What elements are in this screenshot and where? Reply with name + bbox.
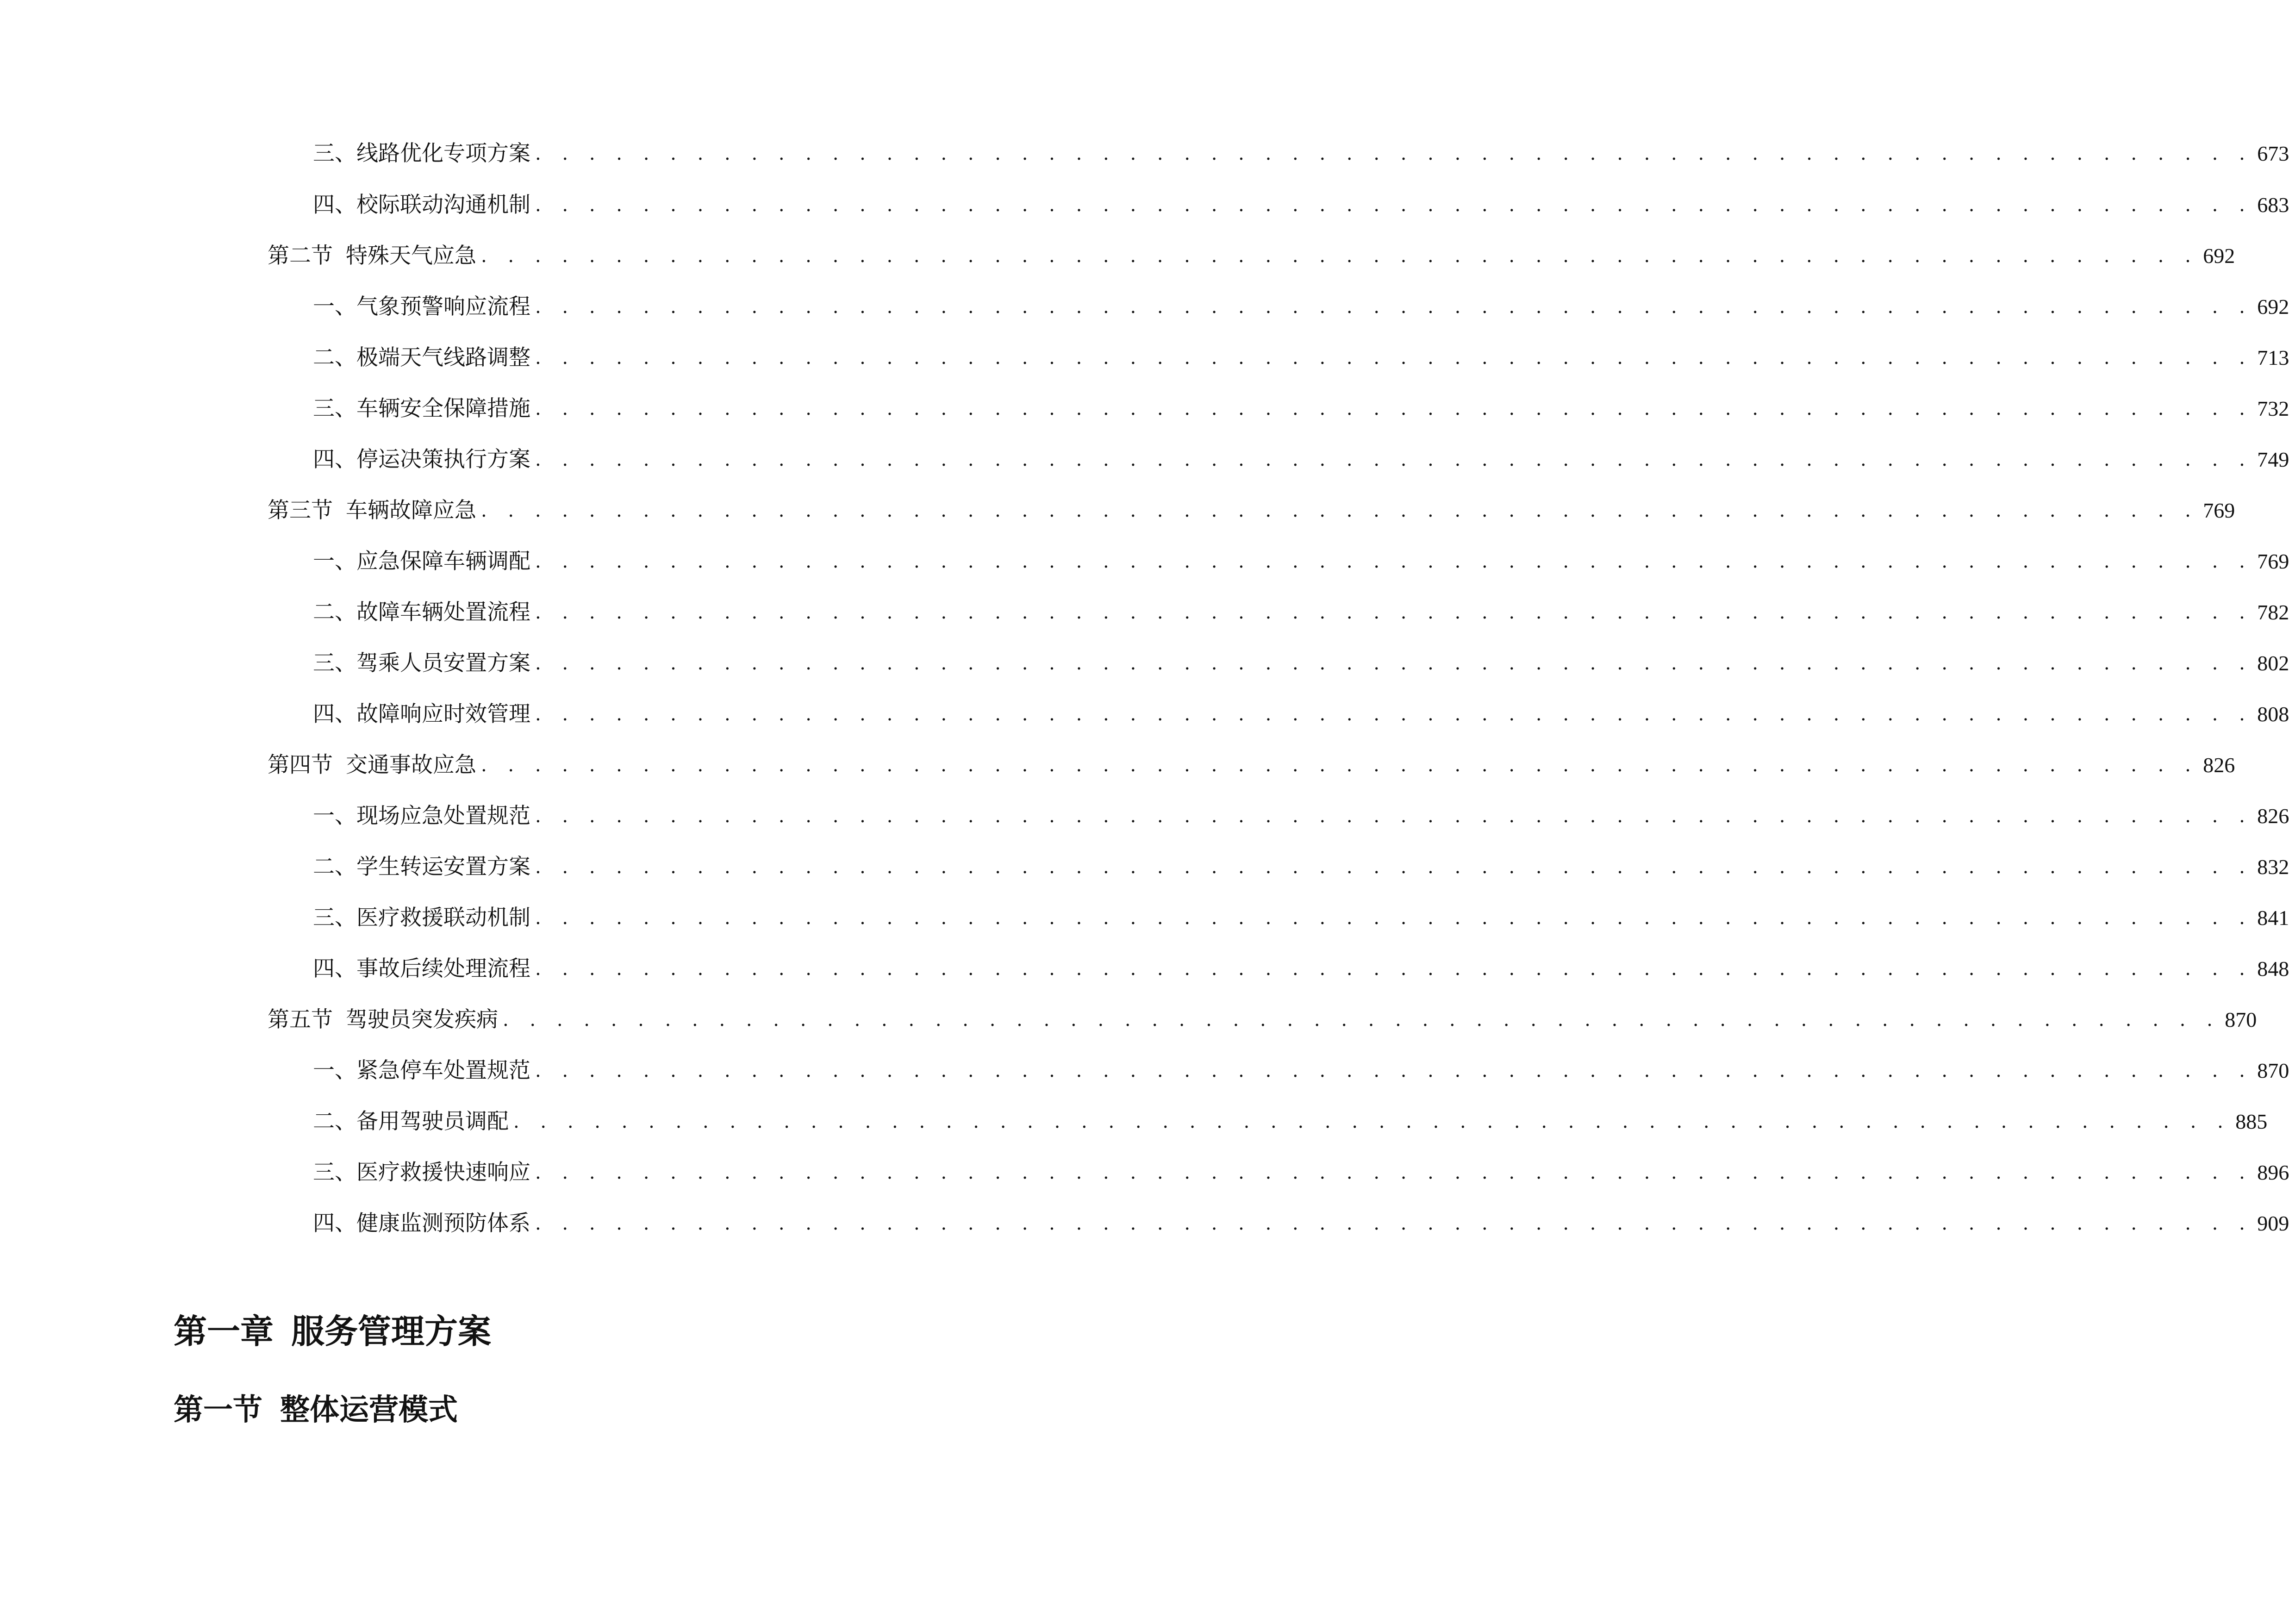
toc-title: 故障车辆处置流程 bbox=[356, 600, 530, 625]
toc-leader-dots: . . . . . . . . . . . . . . . . . . . . . . . . . . . . . . . . . . . . . . . . . . . . . . . . . . . . . . . . . . . . . . . . bbox=[535, 551, 2253, 572]
toc-page-number: 826 bbox=[2257, 804, 2289, 828]
toc-title: 特殊天气应急 bbox=[346, 243, 476, 269]
toc-title: 车辆安全保障措施 bbox=[356, 396, 530, 421]
toc-number: 三、 bbox=[313, 396, 356, 421]
toc-page-number: 769 bbox=[2257, 550, 2289, 573]
toc-leader-dots: . . . . . . . . . . . . . . . . . . . . . . . . . . . . . . . . . . . . . . . . . . . . . . . . . . . . . . . . . . . . . . . . bbox=[535, 194, 2253, 216]
chapter-heading bbox=[174, 1305, 491, 1353]
toc-leader-dots: . . . . . . . . . . . . . . . . . . . . . . . . . . . . . . . . . . . . . . . . . . . . . . . . . . . . . . . . . . . . . . . . bbox=[513, 1111, 2231, 1132]
toc-number: 三、 bbox=[313, 905, 356, 931]
toc-leader-dots: . . . . . . . . . . . . . . . . . . . . . . . . . . . . . . . . . . . . . . . . . . . . . . . . . . . . . . . . . . . . . . . . bbox=[535, 704, 2253, 725]
toc-page-number: 749 bbox=[2257, 448, 2289, 471]
toc-leader-dots: . . . . . . . . . . . . . . . . . . . . . . . . . . . . . . . . . . . . . . . . . . . . . . . . . . . . . . . . . . . . . . . . bbox=[481, 755, 2199, 776]
toc-leader-dots: . . . . . . . . . . . . . . . . . . . . . . . . . . . . . . . . . . . . . . . . . . . . . . . . . . . . . . . . . . . . . . . . bbox=[535, 1213, 2253, 1234]
toc-number: 三、 bbox=[313, 650, 356, 676]
toc-page-number: 870 bbox=[2257, 1059, 2289, 1082]
toc-leader-dots: . . . . . . . . . . . . . . . . . . . . . . . . . . . . . . . . . . . . . . . . . . . . . . . . . . . . . . . . . . . . . . . . bbox=[535, 296, 2253, 318]
toc-section-entry[interactable] bbox=[268, 492, 2235, 529]
toc-leader-dots: . . . . . . . . . . . . . . . . . . . . . . . . . . . . . . . . . . . . . . . . . . . . . . . . . . . . . . . . . . . . . . . . bbox=[481, 500, 2199, 521]
toc-entry[interactable] bbox=[313, 849, 2289, 886]
toc-leader-dots: . . . . . . . . . . . . . . . . . . . . . . . . . . . . . . . . . . . . . . . . . . . . . . . . . . . . . . . . . . . . . . . . bbox=[535, 907, 2253, 929]
toc-leader-dots: . . . . . . . . . . . . . . . . . . . . . . . . . . . . . . . . . . . . . . . . . . . . . . . . . . . . . . . . . . . . . . . . bbox=[535, 449, 2253, 470]
toc-number: 三、 bbox=[313, 141, 356, 166]
toc-title: 紧急停车处置规范 bbox=[356, 1058, 530, 1083]
toc-title: 交通事故应急 bbox=[346, 752, 476, 778]
toc-title: 医疗救援联动机制 bbox=[356, 905, 530, 931]
section-heading bbox=[174, 1386, 458, 1429]
toc-entry[interactable] bbox=[313, 288, 2289, 325]
toc-page-number: 841 bbox=[2257, 906, 2289, 930]
toc-section-entry[interactable] bbox=[268, 747, 2235, 784]
toc-entry[interactable] bbox=[313, 441, 2289, 478]
toc-title: 极端天气线路调整 bbox=[356, 345, 530, 370]
toc-entry[interactable] bbox=[313, 543, 2289, 580]
toc-section-label: 第四节 bbox=[268, 752, 333, 778]
toc-title: 备用驾驶员调配 bbox=[356, 1109, 509, 1134]
toc-page-number: 732 bbox=[2257, 397, 2289, 420]
toc-number: 二、 bbox=[313, 345, 356, 370]
toc-entry[interactable] bbox=[313, 1052, 2289, 1089]
toc-entry[interactable] bbox=[313, 135, 2289, 172]
toc-section-label: 第五节 bbox=[268, 1007, 333, 1032]
toc-title: 现场应急处置规范 bbox=[356, 803, 530, 829]
toc-number: 二、 bbox=[313, 1109, 356, 1134]
toc-number: 四、 bbox=[313, 701, 356, 727]
toc-leader-dots: . . . . . . . . . . . . . . . . . . . . . . . . . . . . . . . . . . . . . . . . . . . . . . . . . . . . . . . . . . . . . . . . bbox=[535, 347, 2253, 369]
toc-number: 一、 bbox=[313, 549, 356, 574]
toc-page-number: 802 bbox=[2257, 651, 2289, 675]
toc-page-number: 808 bbox=[2257, 702, 2289, 726]
toc-page-number: 870 bbox=[2225, 1008, 2257, 1031]
toc-number: 四、 bbox=[313, 1211, 356, 1236]
toc-title: 驾乘人员安置方案 bbox=[356, 650, 530, 676]
toc-leader-dots: . . . . . . . . . . . . . . . . . . . . . . . . . . . . . . . . . . . . . . . . . . . . . . . . . . . . . . . . . . . . . . . . bbox=[481, 245, 2199, 267]
toc-leader-dots: . . . . . . . . . . . . . . . . . . . . . . . . . . . . . . . . . . . . . . . . . . . . . . . . . . . . . . . . . . . . . . . . bbox=[535, 1060, 2253, 1081]
toc-entry[interactable] bbox=[313, 1154, 2289, 1191]
toc-entry[interactable] bbox=[313, 899, 2289, 937]
toc-page-number: 782 bbox=[2257, 600, 2289, 624]
toc-page-number: 692 bbox=[2257, 295, 2289, 319]
toc-title: 气象预警响应流程 bbox=[356, 294, 530, 319]
toc-title: 线路优化专项方案 bbox=[356, 141, 530, 166]
toc-entry[interactable] bbox=[313, 1205, 2289, 1242]
toc-number: 二、 bbox=[313, 854, 356, 880]
toc-title: 医疗救援快速响应 bbox=[356, 1160, 530, 1185]
toc-title: 健康监测预防体系 bbox=[356, 1211, 530, 1236]
toc-page-number: 848 bbox=[2257, 957, 2289, 981]
toc-page-number: 692 bbox=[2203, 244, 2235, 268]
toc-title: 事故后续处理流程 bbox=[356, 956, 530, 981]
section-title: 整体运营模式 bbox=[280, 1393, 458, 1427]
toc-page-number: 683 bbox=[2257, 193, 2289, 217]
toc-section-entry[interactable] bbox=[268, 1001, 2257, 1038]
toc-number: 一、 bbox=[313, 1058, 356, 1083]
toc-entry[interactable] bbox=[313, 950, 2289, 987]
toc-entry[interactable] bbox=[313, 798, 2289, 835]
toc-page-number: 769 bbox=[2203, 499, 2235, 522]
toc-section-label: 第三节 bbox=[268, 498, 333, 523]
toc-page-number: 896 bbox=[2257, 1161, 2289, 1184]
toc-number: 四、 bbox=[313, 956, 356, 981]
toc-page-number: 909 bbox=[2257, 1212, 2289, 1235]
toc-page-number: 832 bbox=[2257, 855, 2289, 879]
toc-leader-dots: . . . . . . . . . . . . . . . . . . . . . . . . . . . . . . . . . . . . . . . . . . . . . . . . . . . . . . . . . . . . . . . . bbox=[535, 958, 2253, 980]
toc-entry[interactable] bbox=[313, 187, 2289, 224]
toc-leader-dots: . . . . . . . . . . . . . . . . . . . . . . . . . . . . . . . . . . . . . . . . . . . . . . . . . . . . . . . . . . . . . . . . bbox=[535, 856, 2253, 878]
toc-page-number: 713 bbox=[2257, 346, 2289, 369]
toc-number: 四、 bbox=[313, 447, 356, 472]
toc-section-entry[interactable] bbox=[268, 237, 2235, 275]
toc-title: 学生转运安置方案 bbox=[356, 854, 530, 880]
toc-entry[interactable] bbox=[313, 594, 2289, 631]
toc-entry[interactable] bbox=[313, 696, 2289, 733]
toc-title: 故障响应时效管理 bbox=[356, 701, 530, 727]
toc-number: 四、 bbox=[313, 192, 356, 218]
chapter-label: 第一章 bbox=[174, 1312, 274, 1351]
toc-page-number: 885 bbox=[2235, 1110, 2268, 1133]
toc-leader-dots: . . . . . . . . . . . . . . . . . . . . . . . . . . . . . . . . . . . . . . . . . . . . . . . . . . . . . . . . . . . . . . . . bbox=[535, 143, 2253, 164]
toc-number: 一、 bbox=[313, 803, 356, 829]
toc-number: 一、 bbox=[313, 294, 356, 319]
toc-title: 车辆故障应急 bbox=[346, 498, 476, 523]
toc-title: 校际联动沟通机制 bbox=[356, 192, 530, 218]
toc-title: 停运决策执行方案 bbox=[356, 447, 530, 472]
section-label: 第一节 bbox=[174, 1393, 262, 1427]
toc-entry[interactable] bbox=[313, 390, 2289, 427]
toc-leader-dots: . . . . . . . . . . . . . . . . . . . . . . . . . . . . . . . . . . . . . . . . . . . . . . . . . . . . . . . . . . . . . . . . bbox=[535, 653, 2253, 674]
toc-entry[interactable] bbox=[313, 1103, 2268, 1140]
toc-entry[interactable] bbox=[313, 645, 2289, 682]
toc-number: 三、 bbox=[313, 1160, 356, 1185]
toc-page-number: 673 bbox=[2257, 142, 2289, 165]
chapter-title: 服务管理方案 bbox=[291, 1312, 492, 1351]
toc-leader-dots: . . . . . . . . . . . . . . . . . . . . . . . . . . . . . . . . . . . . . . . . . . . . . . . . . . . . . . . . . . . . . . . . bbox=[535, 1162, 2253, 1183]
toc-title: 驾驶员突发疾病 bbox=[346, 1007, 498, 1032]
toc-page-number: 826 bbox=[2203, 753, 2235, 777]
toc-entry[interactable] bbox=[313, 339, 2289, 376]
toc-leader-dots: . . . . . . . . . . . . . . . . . . . . . . . . . . . . . . . . . . . . . . . . . . . . . . . . . . . . . . . . . . . . . . . . bbox=[535, 602, 2253, 623]
toc-title: 应急保障车辆调配 bbox=[356, 549, 530, 574]
toc-leader-dots: . . . . . . . . . . . . . . . . . . . . . . . . . . . . . . . . . . . . . . . . . . . . . . . . . . . . . . . . . . . . . . . . bbox=[535, 398, 2253, 419]
toc-leader-dots: . . . . . . . . . . . . . . . . . . . . . . . . . . . . . . . . . . . . . . . . . . . . . . . . . . . . . . . . . . . . . . . . bbox=[535, 806, 2253, 827]
toc-number: 二、 bbox=[313, 600, 356, 625]
toc-leader-dots: . . . . . . . . . . . . . . . . . . . . . . . . . . . . . . . . . . . . . . . . . . . . . . . . . . . . . . . . . . . . . . . . bbox=[503, 1009, 2220, 1031]
toc-section-label: 第二节 bbox=[268, 243, 333, 269]
